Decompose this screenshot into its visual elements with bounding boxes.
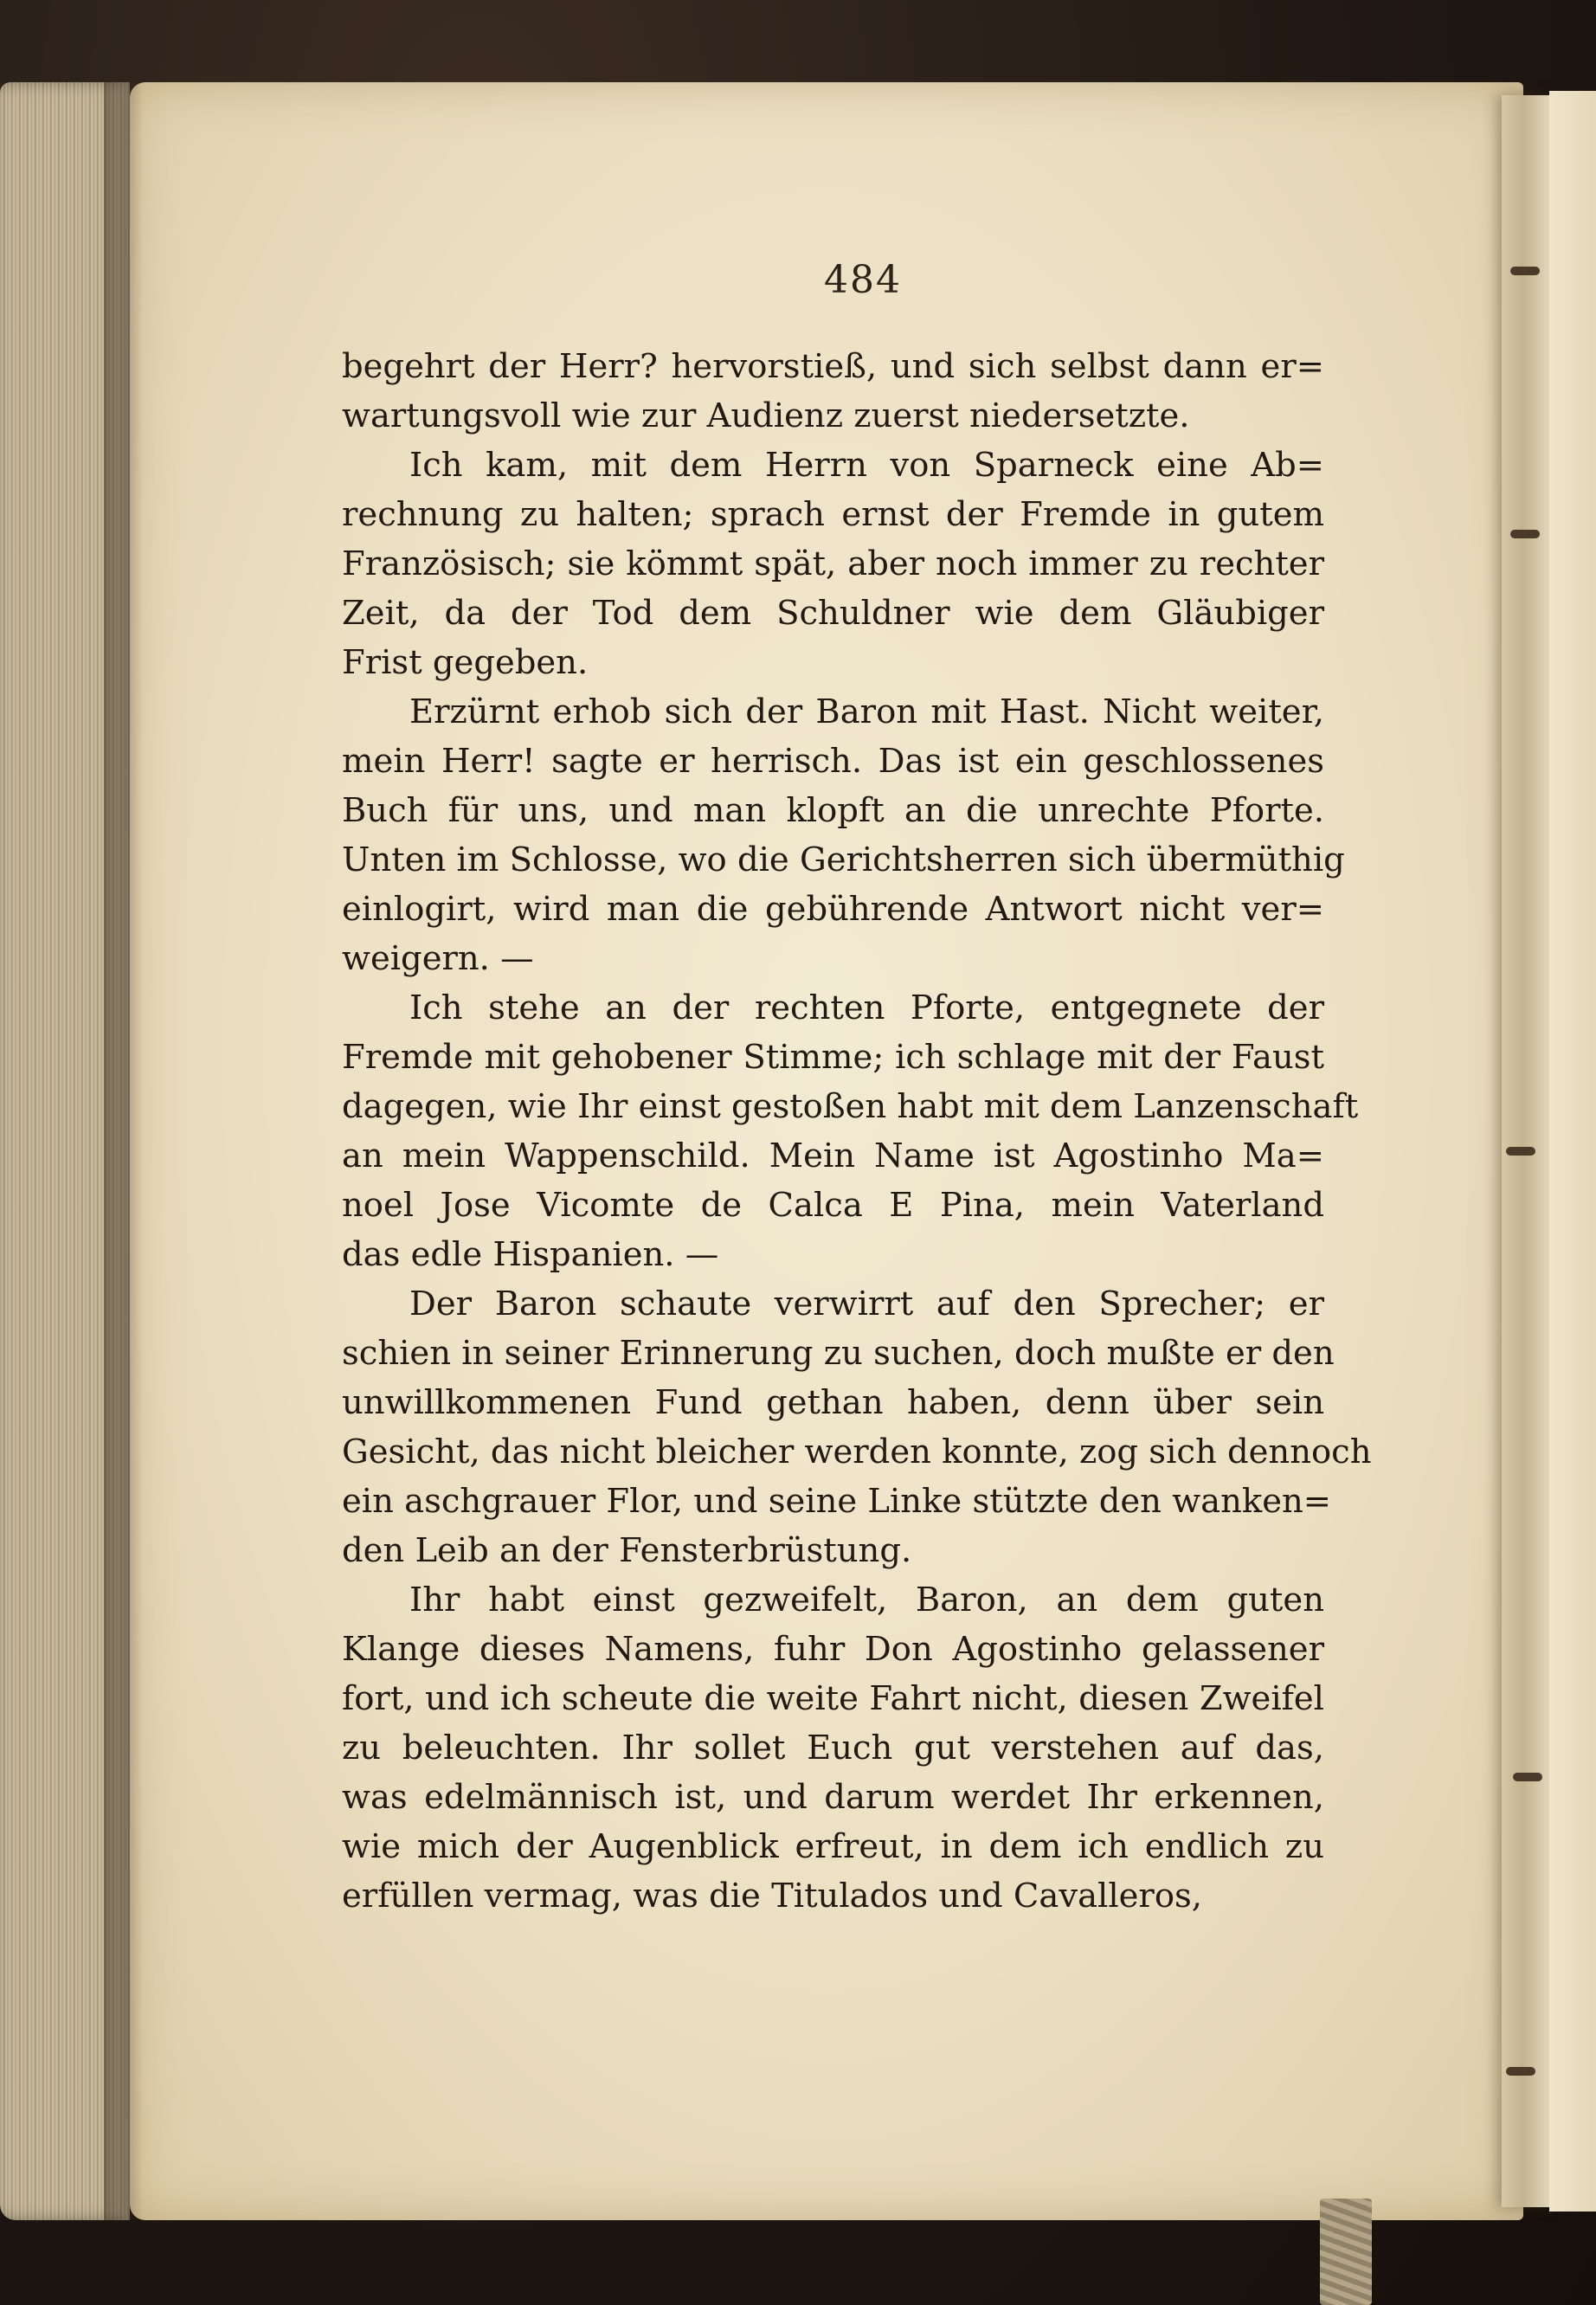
text-line: den Leib an der Fensterbrüstung. xyxy=(342,1531,912,1570)
text-line: Französisch; sie kömmt spät, aber noch immer zu rechter xyxy=(342,544,1324,583)
paragraph xyxy=(342,441,1324,687)
text-line: weigern. — xyxy=(342,939,534,978)
text-line: unwillkommenen Fund gethan haben, denn über sein xyxy=(342,1383,1324,1422)
text-line: Gesicht, das nicht bleicher werden konnte, zog sich dennoch xyxy=(342,1433,1372,1471)
binding-stitch xyxy=(1506,1147,1535,1156)
page-number: 484 xyxy=(824,258,902,302)
text-line: rechnung zu halten; sprach ernst der Fremde in gutem xyxy=(342,495,1324,534)
text-line: einlogirt, wird man die gebührende Antwort nicht ver= xyxy=(342,890,1324,929)
paragraph xyxy=(342,983,1359,1279)
binding-stitch xyxy=(1510,530,1540,538)
paragraph xyxy=(342,1575,1324,1921)
paragraph xyxy=(342,1279,1372,1575)
ribbon-bookmark xyxy=(1320,2199,1372,2305)
text-line: Ich stehe an der rechten Pforte, entgegnete der xyxy=(409,988,1324,1027)
body-text xyxy=(342,342,1372,1921)
text-line: zu beleuchten. Ihr sollet Euch gut verstehen auf das, xyxy=(342,1729,1324,1767)
text-line: wartungsvoll wie zur Audienz zuerst niedersetzte. xyxy=(342,396,1190,435)
text-line: Erzürnt erhob sich der Baron mit Hast. Nicht weiter, xyxy=(409,692,1324,731)
text-line: erfüllen vermag, was die Titulados und Cavalleros, xyxy=(342,1877,1203,1915)
text-line: Ich kam, mit dem Herrn von Sparneck eine Ab= xyxy=(409,446,1324,485)
binding-stitch xyxy=(1513,1773,1542,1781)
text-line: Klange dieses Namens, fuhr Don Agostinho gelassener xyxy=(342,1630,1324,1669)
text-line: schien in seiner Erinnerung zu suchen, doch mußte er den xyxy=(342,1334,1335,1373)
binding-stitch xyxy=(1506,2067,1535,2076)
text-line: dagegen, wie Ihr einst gestoßen habt mit dem Lanzenschaft xyxy=(342,1087,1359,1126)
text-line: Buch für uns, und man klopft an die unrechte Pforte. xyxy=(342,791,1324,830)
text-line: Ihr habt einst gezweifelt, Baron, an dem guten xyxy=(409,1581,1324,1619)
text-line: Zeit, da der Tod dem Schuldner wie dem Gläubiger xyxy=(342,594,1324,633)
text-line: Fremde mit gehobener Stimme; ich schlage mit der Faust xyxy=(342,1038,1324,1077)
page-edge-shadow xyxy=(104,82,143,2220)
text-line: das edle Hispanien. — xyxy=(342,1235,719,1274)
facing-page-sliver xyxy=(1549,91,1596,2212)
text-line: ein aschgrauer Flor, und seine Linke stützte den wanken= xyxy=(342,1482,1332,1521)
text-line: was edelmännisch ist, und darum werdet Ihr erkennen, xyxy=(342,1778,1324,1817)
text-line: fort, und ich scheute die weite Fahrt nicht, diesen Zweifel xyxy=(342,1679,1324,1718)
text-line: noel Jose Vicomte de Calca E Pina, mein Vaterland xyxy=(342,1186,1324,1225)
text-line: Der Baron schaute verwirrt auf den Sprecher; er xyxy=(409,1284,1324,1323)
text-line: Unten im Schlosse, wo die Gerichtsherren sich übermüthig xyxy=(342,840,1345,879)
paragraph xyxy=(342,687,1345,983)
text-line: Frist gegeben. xyxy=(342,643,589,682)
paragraph xyxy=(342,342,1324,441)
text-line: begehrt der Herr? hervorstieß, und sich selbst dann er= xyxy=(342,347,1324,386)
text-line: mein Herr! sagte er herrisch. Das ist ein geschlossenes xyxy=(342,742,1324,781)
text-line: an mein Wappenschild. Mein Name ist Agostinho Ma= xyxy=(342,1136,1324,1175)
text-line: wie mich der Augenblick erfreut, in dem ich endlich zu xyxy=(342,1827,1324,1866)
